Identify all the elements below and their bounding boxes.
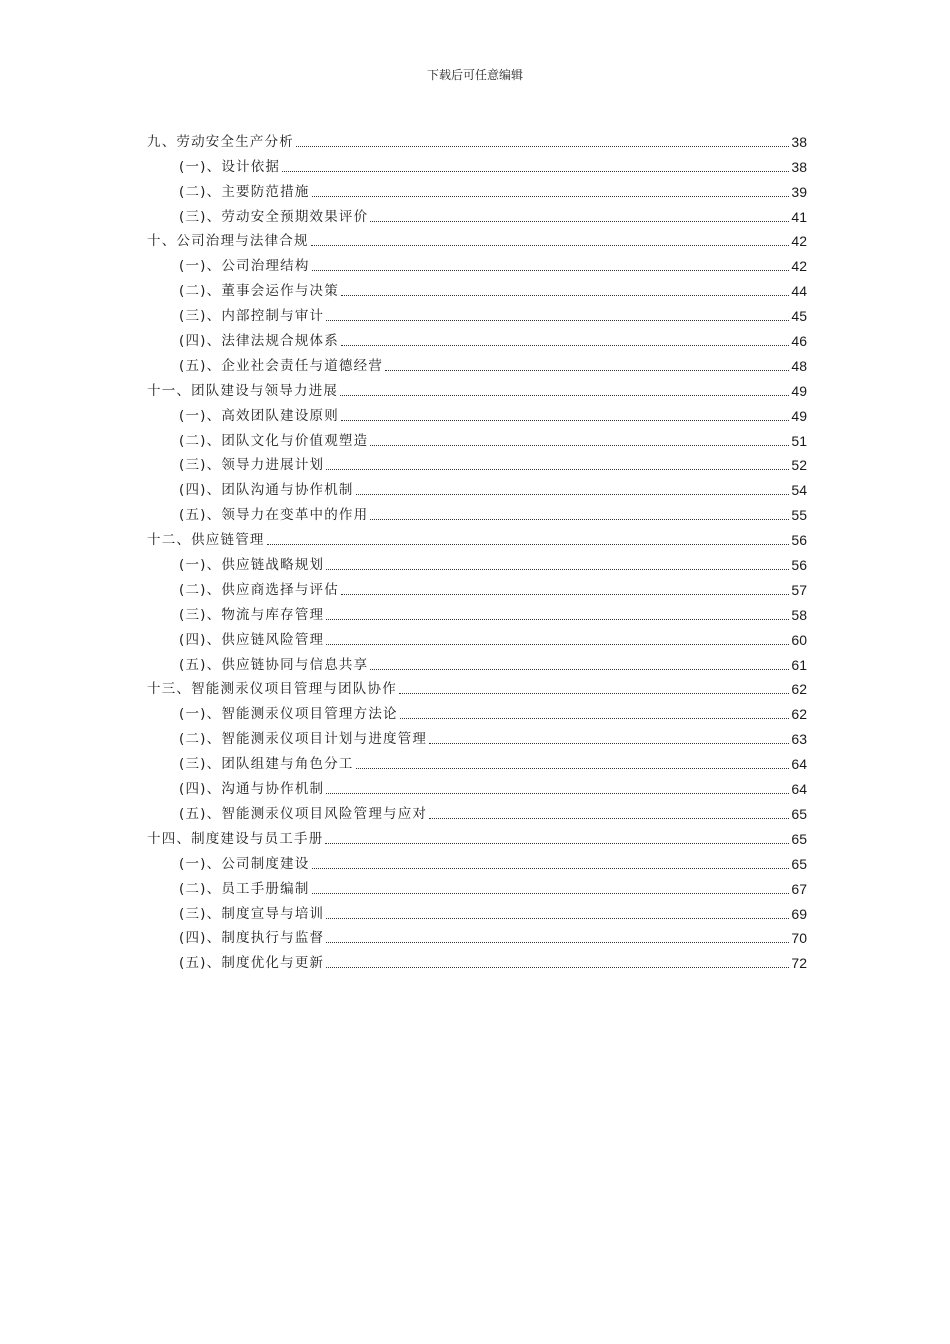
toc-entry-page-number: 49 [791,382,807,399]
toc-entry-title: (二)、主要防范措施 [179,183,310,200]
toc-chapter-entry[interactable] [147,126,807,151]
toc-entry-title: (四)、沟通与协作机制 [179,781,325,798]
toc-section-entry[interactable] [147,425,807,450]
toc-entry-title: (五)、制度优化与更新 [179,955,325,972]
toc-entry-page-number: 60 [791,631,807,648]
toc-section-entry[interactable] [147,848,807,873]
toc-entry-page-number: 61 [791,656,807,673]
toc-dot-leader [325,843,789,844]
toc-section-entry[interactable] [147,450,807,475]
toc-entry-title: (二)、智能测汞仪项目计划与进度管理 [179,731,428,748]
toc-section-entry[interactable] [147,275,807,300]
toc-entry-title: (三)、制度宣导与培训 [179,905,325,922]
toc-entry-page-number: 58 [791,606,807,623]
toc-entry-page-number: 69 [791,905,807,922]
toc-entry-title: (一)、高效团队建设原则 [179,407,339,424]
toc-entry-title: (三)、领导力进展计划 [179,457,325,474]
toc-section-entry[interactable] [147,773,807,798]
toc-dot-leader [312,868,790,869]
toc-chapter-entry[interactable] [147,674,807,699]
toc-section-entry[interactable] [147,873,807,898]
toc-dot-leader [429,818,789,819]
toc-entry-title: (二)、员工手册编制 [179,880,310,897]
toc-entry-title: (四)、团队沟通与协作机制 [179,482,354,499]
toc-chapter-entry[interactable] [147,524,807,549]
toc-entry-title: 十三、智能测汞仪项目管理与团队协作 [147,681,397,698]
toc-entry-page-number: 56 [791,557,807,574]
toc-entry-title: (五)、企业社会责任与道德经营 [179,357,384,374]
toc-dot-leader [296,146,789,147]
toc-entry-page-number: 48 [791,357,807,374]
toc-dot-leader [370,519,789,520]
toc-entry-page-number: 52 [791,457,807,474]
toc-entry-page-number: 41 [791,208,807,225]
toc-dot-leader [341,345,789,346]
toc-entry-page-number: 54 [791,482,807,499]
toc-dot-leader [326,918,789,919]
toc-dot-leader [400,718,790,719]
toc-entry-title: (三)、团队组建与角色分工 [179,756,354,773]
toc-chapter-entry[interactable] [147,823,807,848]
toc-entry-page-number: 49 [791,407,807,424]
toc-entry-title: (一)、公司制度建设 [179,855,310,872]
toc-entry-title: 十、公司治理与法律合规 [147,233,309,250]
table-of-contents [147,126,807,972]
toc-section-entry[interactable] [147,748,807,773]
toc-entry-page-number: 65 [791,830,807,847]
toc-entry-page-number: 62 [791,706,807,723]
toc-entry-title: (一)、公司治理结构 [179,258,310,275]
toc-dot-leader [326,793,789,794]
toc-entry-page-number: 44 [791,283,807,300]
toc-dot-leader [311,245,790,246]
toc-section-entry[interactable] [147,574,807,599]
toc-dot-leader [341,594,789,595]
toc-entry-page-number: 46 [791,333,807,350]
toc-dot-leader [312,196,790,197]
toc-dot-leader [326,619,789,620]
toc-dot-leader [326,469,789,470]
toc-entry-title: 十四、制度建设与员工手册 [147,830,324,847]
toc-entry-title: (二)、供应商选择与评估 [179,581,339,598]
toc-entry-title: (一)、供应链战略规划 [179,557,325,574]
toc-entry-page-number: 51 [791,432,807,449]
toc-chapter-entry[interactable] [147,375,807,400]
toc-entry-page-number: 39 [791,183,807,200]
toc-section-entry[interactable] [147,201,807,226]
toc-entry-page-number: 70 [791,930,807,947]
toc-section-entry[interactable] [147,624,807,649]
toc-entry-page-number: 65 [791,855,807,872]
page-header: 下载后可任意编辑 [426,68,523,82]
toc-section-entry[interactable] [147,649,807,674]
toc-entry-page-number: 55 [791,507,807,524]
toc-entry-title: (二)、团队文化与价值观塑造 [179,432,369,449]
toc-section-entry[interactable] [147,723,807,748]
toc-dot-leader [267,544,790,545]
toc-section-entry[interactable] [147,350,807,375]
toc-dot-leader [326,320,789,321]
toc-chapter-entry[interactable] [147,226,807,251]
toc-section-entry[interactable] [147,325,807,350]
toc-entry-page-number: 38 [791,133,807,150]
toc-dot-leader [370,445,789,446]
toc-dot-leader [356,768,790,769]
toc-entry-title: (二)、董事会运作与决策 [179,283,339,300]
toc-entry-page-number: 45 [791,308,807,325]
toc-section-entry[interactable] [147,499,807,524]
toc-entry-page-number: 42 [791,233,807,250]
toc-entry-page-number: 72 [791,955,807,972]
toc-section-entry[interactable] [147,549,807,574]
toc-dot-leader [340,395,789,396]
toc-dot-leader [312,893,790,894]
toc-entry-title: (四)、法律法规合规体系 [179,333,339,350]
toc-entry-title: 九、劳动安全生产分析 [147,133,294,150]
toc-entry-title: (一)、设计依据 [179,158,281,175]
toc-dot-leader [326,942,789,943]
toc-section-entry[interactable] [147,176,807,201]
toc-entry-title: (五)、智能测汞仪项目风险管理与应对 [179,805,428,822]
toc-dot-leader [399,693,790,694]
toc-entry-title: 十二、供应链管理 [147,532,265,549]
toc-entry-title: (三)、劳动安全预期效果评价 [179,208,369,225]
toc-section-entry[interactable] [147,151,807,176]
toc-entry-title: (一)、智能测汞仪项目管理方法论 [179,706,398,723]
toc-section-entry[interactable] [147,923,807,948]
toc-section-entry[interactable] [147,400,807,425]
toc-entry-page-number: 42 [791,258,807,275]
toc-dot-leader [385,370,789,371]
toc-dot-leader [429,743,789,744]
toc-section-entry[interactable] [147,474,807,499]
toc-entry-title: (四)、供应链风险管理 [179,631,325,648]
toc-section-entry[interactable] [147,599,807,624]
toc-entry-title: (三)、物流与库存管理 [179,606,325,623]
toc-entry-title: (五)、供应链协同与信息共享 [179,656,369,673]
toc-entry-title: (三)、内部控制与审计 [179,308,325,325]
toc-section-entry[interactable] [147,300,807,325]
toc-entry-page-number: 38 [791,158,807,175]
toc-entry-page-number: 65 [791,805,807,822]
toc-dot-leader [326,569,789,570]
toc-entry-title: 十一、团队建设与领导力进展 [147,382,339,399]
toc-entry-page-number: 57 [791,581,807,598]
toc-entry-page-number: 67 [791,880,807,897]
toc-dot-leader [370,221,789,222]
toc-dot-leader [326,644,789,645]
toc-entry-page-number: 64 [791,781,807,798]
toc-entry-page-number: 63 [791,731,807,748]
toc-dot-leader [341,295,789,296]
toc-dot-leader [312,270,790,271]
toc-section-entry[interactable] [147,698,807,723]
toc-section-entry[interactable] [147,947,807,972]
toc-entry-page-number: 56 [791,532,807,549]
toc-dot-leader [370,669,789,670]
toc-section-entry[interactable] [147,250,807,275]
toc-section-entry[interactable] [147,798,807,823]
toc-entry-title: (四)、制度执行与监督 [179,930,325,947]
toc-dot-leader [282,171,789,172]
toc-dot-leader [326,967,789,968]
toc-entry-page-number: 62 [791,681,807,698]
toc-entry-page-number: 64 [791,756,807,773]
toc-section-entry[interactable] [147,898,807,923]
toc-dot-leader [356,494,790,495]
toc-entry-title: (五)、领导力在变革中的作用 [179,507,369,524]
toc-dot-leader [341,420,789,421]
